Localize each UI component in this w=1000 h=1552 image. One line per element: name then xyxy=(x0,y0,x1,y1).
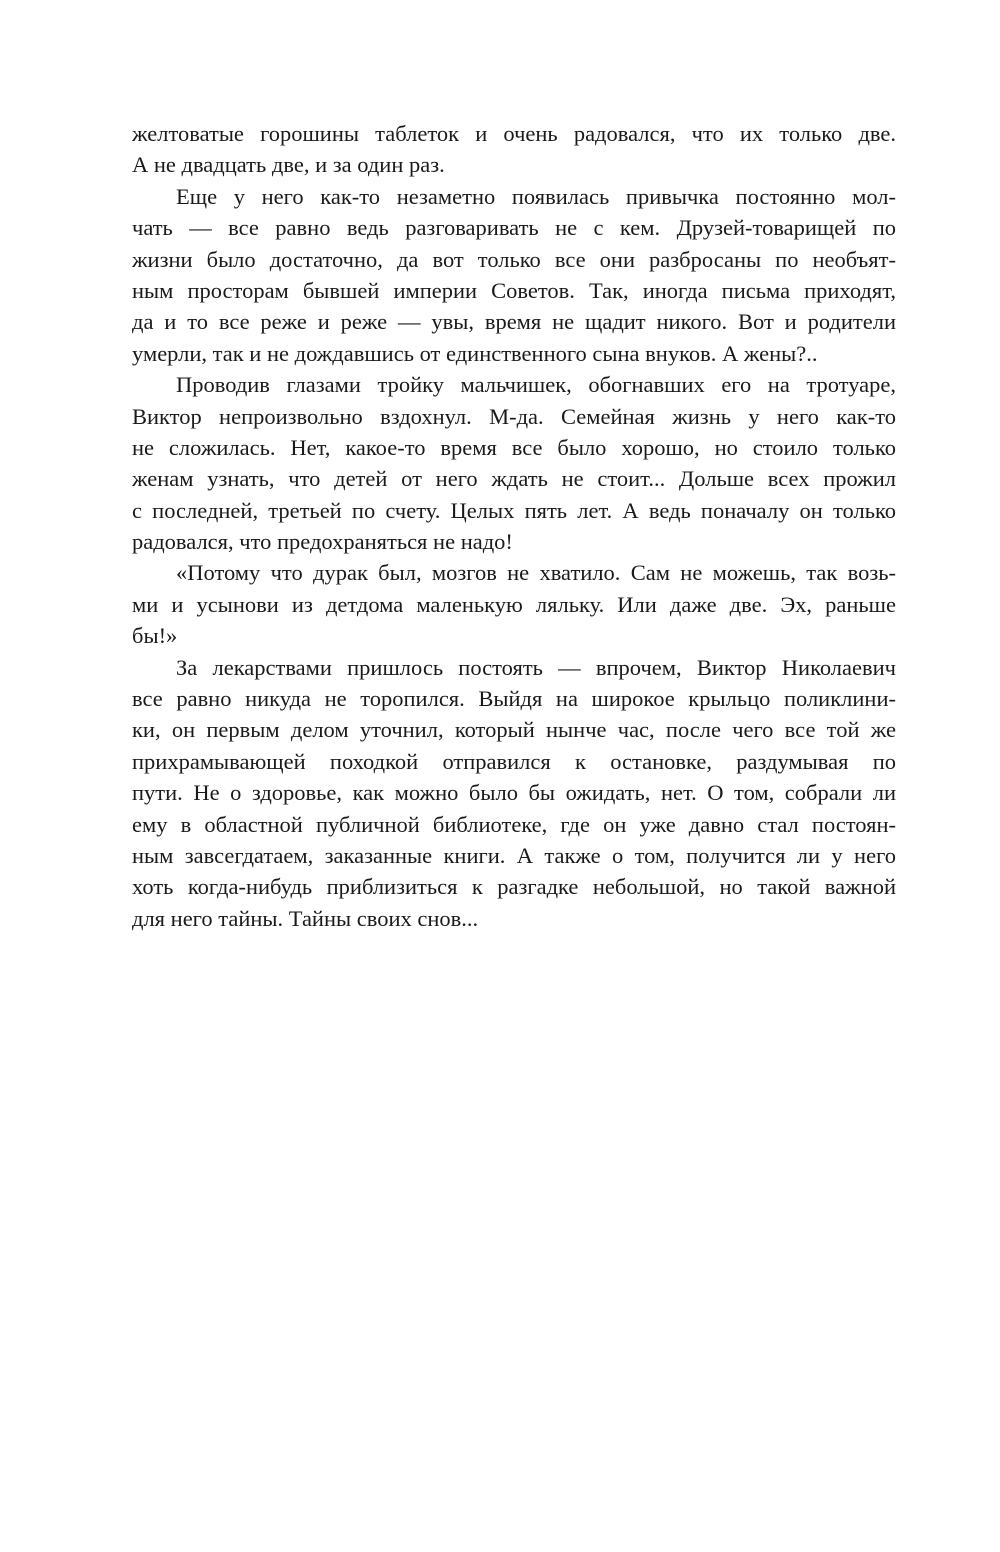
text-line: Виктор непроизвольно вздохнул. М-да. Семейная жизнь у него как-то xyxy=(132,403,896,429)
text-line: «Потому что дурак был, мозгов не хватило. Сам не можешь, так возь- xyxy=(176,560,896,586)
text-line: все равно никуда не торопился. Выйдя на широкое крыльцо поликлини- xyxy=(132,686,896,712)
text-line: За лекарствами пришлось постоять — впрочем, Виктор Николаевич xyxy=(176,654,896,680)
body-text xyxy=(132,118,896,934)
text-line: Еще у него как-то незаметно появилась привычка постоянно мол- xyxy=(176,183,896,209)
text-line: ным завсегдатаем, заказанные книги. А также о том, получится ли у него xyxy=(132,842,896,868)
text-line: жизни было достаточно, да вот только все они разбросаны по необъят- xyxy=(132,246,896,272)
text-line: Проводив глазами тройку мальчишек, обогнавших его на тротуаре, xyxy=(176,372,896,398)
text-line: женам узнать, что детей от него ждать не стоит... Дольше всех прожил xyxy=(132,466,896,492)
text-line: ки, он первым делом уточнил, который нынче час, после чего все той же xyxy=(132,717,896,743)
text-line: да и то все реже и реже — увы, время не щадит никого. Вот и родители xyxy=(132,309,896,335)
text-line: для него тайны. Тайны своих снов... xyxy=(132,905,479,931)
text-line: бы!» xyxy=(132,623,178,649)
text-line: хоть когда-нибудь приблизиться к разгадке небольшой, но такой важной xyxy=(132,874,896,900)
text-line: радовался, что предохраняться не надо! xyxy=(132,529,513,555)
text-line: не сложилась. Нет, какое-то время все было хорошо, но стоило только xyxy=(132,434,896,460)
text-line: ми и усынови из детдома маленькую ляльку. Или даже две. Эх, раньше xyxy=(132,591,896,617)
text-line: с последней, третьей по счету. Целых пять лет. А ведь поначалу он только xyxy=(132,497,896,523)
text-line: желтоватые горошины таблеток и очень радовался, что их только две. xyxy=(132,121,896,146)
text-line: чать — все равно ведь разговаривать не с кем. Друзей-товарищей по xyxy=(132,215,896,241)
text-line: ным просторам бывшей империи Советов. Так, иногда письма приходят, xyxy=(132,277,896,303)
text-line: умерли, так и не дождавшись от единственного сына внуков. А жены?.. xyxy=(132,340,818,366)
text-line: А не двадцать две, и за один раз. xyxy=(132,152,445,178)
text-line: прихрамывающей походкой отправился к остановке, раздумывая по xyxy=(132,748,896,774)
text-line: ему в областной публичной библиотеке, где он уже давно стал постоян- xyxy=(132,811,896,837)
text-line: пути. Не о здоровье, как можно было бы ожидать, нет. О том, собрали ли xyxy=(132,780,896,806)
